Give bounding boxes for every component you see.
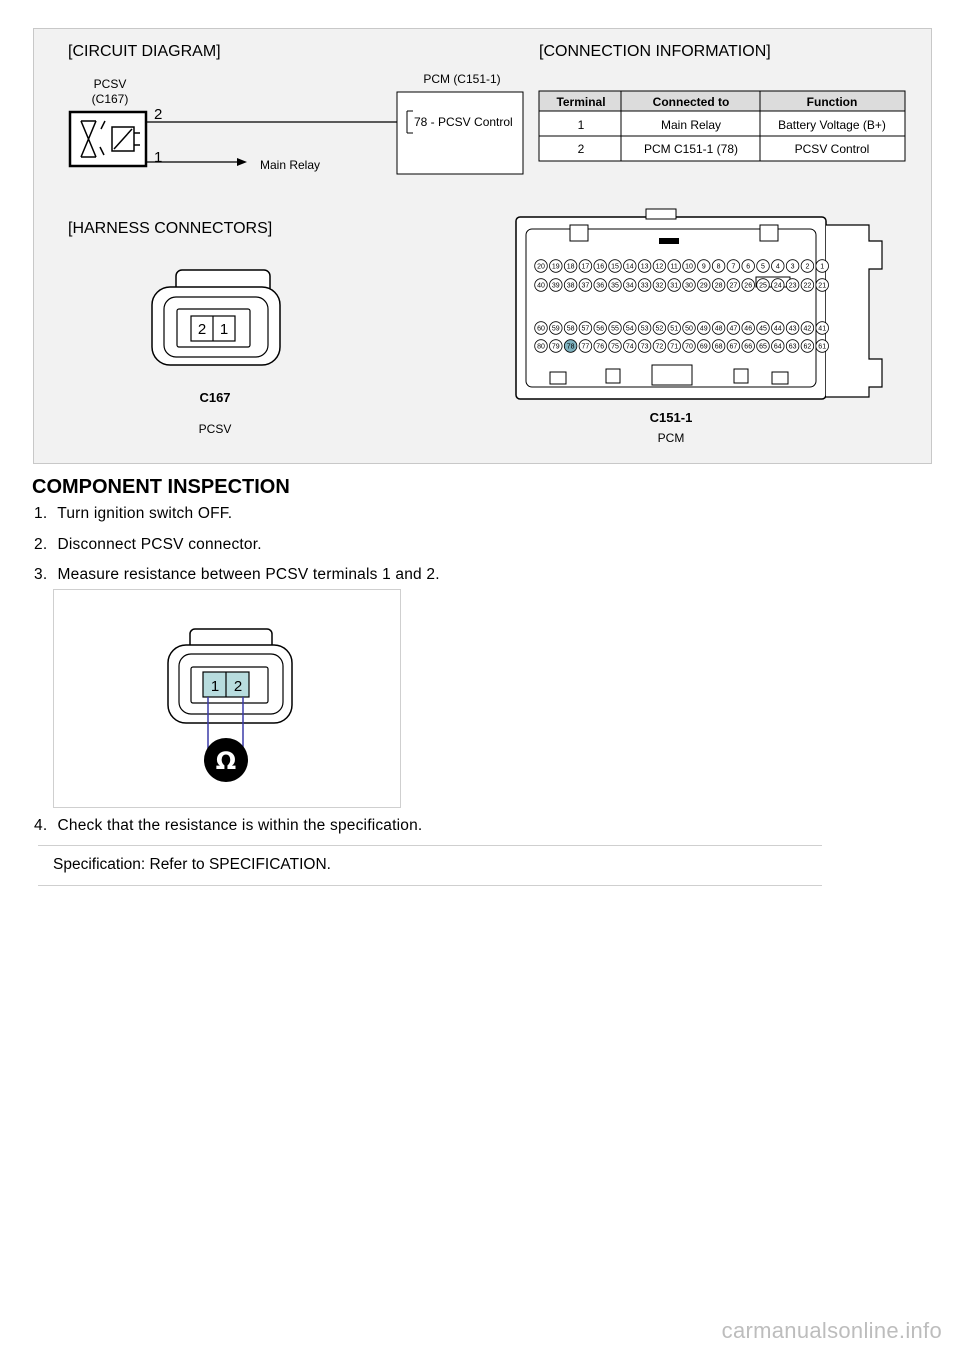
c151-pin-label: 26 (744, 282, 753, 290)
c151-pin-label: 10 (685, 263, 693, 271)
c151-pin-label: 9 (701, 263, 706, 271)
c151-pin-label: 48 (714, 325, 723, 333)
circuit-diagram-svg (34, 29, 931, 463)
step-number: 1. (34, 505, 48, 522)
c151-pin-label: 79 (551, 343, 560, 351)
table-header-function: Function (806, 95, 858, 109)
step-1 (34, 505, 232, 523)
component-inspection-heading: COMPONENT INSPECTION (32, 476, 290, 498)
c151-pin-label: 7 (731, 263, 736, 271)
c167-name: PCSV (198, 422, 232, 436)
c151-pin-label: 47 (729, 325, 738, 333)
step-text: Disconnect PCSV connector. (57, 536, 262, 553)
c151-pin-label: 36 (596, 282, 605, 290)
terminal-1-label: 1 (210, 678, 220, 695)
c151-pin-label: 30 (685, 282, 693, 290)
c151-pin-label: 23 (788, 282, 797, 290)
c151-pin-label: 69 (699, 343, 708, 351)
step-3 (34, 566, 440, 584)
table-cell: 2 (577, 142, 585, 156)
c151-pin-label: 37 (581, 282, 590, 290)
c151-pin-label: 72 (655, 343, 664, 351)
pcm-box (397, 92, 523, 174)
arrow-right-icon (237, 158, 247, 166)
pcsv-solenoid-symbol (70, 112, 146, 166)
spec-divider-bottom (38, 885, 822, 886)
c151-pin-label: 61 (818, 343, 827, 351)
c151-pin-label: 25 (759, 282, 767, 290)
c151-pin-label: 31 (670, 282, 679, 290)
c151-pin-label: 57 (581, 325, 590, 333)
c151-code: C151-1 (649, 410, 693, 425)
c151-pin-label: 67 (729, 343, 738, 351)
step-text: Turn ignition switch OFF. (57, 505, 233, 522)
c151-pin-label: 34 (625, 282, 634, 290)
c151-pin-label: 2 (805, 263, 810, 271)
wire-1-label: 1 (154, 149, 163, 166)
c151-pin-label: 15 (611, 263, 619, 271)
c151-pin-label: 27 (729, 282, 738, 290)
resistance-measurement-figure (53, 589, 401, 808)
c151-pin-label: 56 (596, 325, 605, 333)
ohm-symbol: Ω (215, 747, 237, 775)
c151-pin-label: 17 (581, 263, 590, 271)
table-cell: Battery Voltage (B+) (778, 118, 886, 132)
pcm-label: PCM (C151-1) (423, 72, 501, 86)
circuit-diagram-title: [CIRCUIT DIAGRAM] (68, 43, 221, 60)
c151-pin-label: 59 (551, 325, 560, 333)
c151-pin-label: 22 (803, 282, 812, 290)
harness-connectors-title: [HARNESS CONNECTORS] (68, 220, 273, 237)
c151-pin-label: 40 (537, 282, 545, 290)
circuit-diagram-panel (33, 28, 932, 464)
c151-pin-label: 68 (714, 343, 723, 351)
connection-info-title: [CONNECTION INFORMATION] (539, 43, 771, 60)
c151-pin-label: 16 (596, 263, 605, 271)
c151-pin-label: 18 (566, 263, 575, 271)
resistance-measurement-svg (54, 590, 400, 807)
c151-pin-label: 39 (551, 282, 560, 290)
c151-pin-label: 74 (625, 343, 634, 351)
c151-pin-label: 51 (670, 325, 679, 333)
step-4 (34, 817, 422, 835)
c151-pin-label: 12 (655, 263, 664, 271)
c151-pin-label: 54 (625, 325, 634, 333)
specification-note: Specification: Refer to SPECIFICATION. (53, 856, 331, 873)
pcsv-connector-label: (C167) (91, 92, 129, 106)
c151-pin-label: 29 (699, 282, 708, 290)
watermark: carmanualsonline.info (721, 1318, 942, 1343)
c151-pin-label: 6 (746, 263, 751, 271)
c151-pin-label: 78 (566, 343, 575, 351)
main-relay-label: Main Relay (260, 158, 321, 172)
c151-pin-label: 21 (818, 282, 827, 290)
c151-pin-label: 45 (759, 325, 767, 333)
c151-pin-label: 4 (775, 263, 780, 271)
table-cell: 1 (577, 118, 585, 132)
c151-pin-label: 3 (790, 263, 795, 271)
c151-pin-label: 71 (670, 343, 679, 351)
c151-pin-label: 62 (803, 343, 812, 351)
step-number: 3. (34, 566, 48, 583)
c151-pin-label: 8 (716, 263, 721, 271)
c151-connector-drawing (516, 209, 882, 399)
spec-divider-top (38, 845, 822, 846)
c151-pin-label: 43 (788, 325, 797, 333)
c151-pin-label: 41 (818, 325, 827, 333)
c151-pin-label: 13 (640, 263, 649, 271)
c151-pin-label: 28 (714, 282, 723, 290)
c151-pin-label: 55 (611, 325, 619, 333)
c151-pin-label: 60 (537, 325, 545, 333)
table-cell: PCSV Control (794, 142, 870, 156)
c151-pin-label: 50 (685, 325, 693, 333)
c151-pin-label: 42 (803, 325, 812, 333)
c151-pin-label: 38 (566, 282, 575, 290)
table-cell: PCM C151-1 (78) (643, 142, 739, 156)
c151-pin-label: 35 (611, 282, 619, 290)
table-header-connected: Connected to (652, 95, 730, 109)
c151-pin-label: 76 (596, 343, 605, 351)
c151-pin-label: 63 (788, 343, 797, 351)
connection-table (539, 91, 905, 161)
c151-pin-label: 65 (759, 343, 767, 351)
c151-pin-label: 66 (744, 343, 753, 351)
step-number: 4. (34, 817, 48, 834)
c151-pin-label: 49 (699, 325, 708, 333)
c167-code: C167 (199, 390, 231, 405)
c151-pin-label: 1 (820, 263, 825, 271)
step-text: Measure resistance between PCSV terminals 1 and 2. (57, 566, 440, 583)
c151-pin-label: 73 (640, 343, 649, 351)
c151-pin-label: 80 (537, 343, 545, 351)
c151-pin-label: 70 (685, 343, 693, 351)
table-header-terminal: Terminal (556, 95, 606, 109)
c151-pin-label: 58 (566, 325, 575, 333)
c151-pin-label: 20 (537, 263, 545, 271)
terminal-2-label: 2 (233, 678, 243, 695)
c167-pin-right: 1 (219, 321, 229, 338)
c151-pin-label: 53 (640, 325, 649, 333)
pcsv-label: PCSV (93, 77, 127, 91)
c151-pin-label: 11 (670, 263, 678, 271)
c151-name: PCM (657, 431, 685, 445)
c151-pin-label: 77 (581, 343, 590, 351)
c167-connector-drawing (152, 270, 280, 365)
c167-pin-left: 2 (197, 321, 207, 338)
table-cell: Main Relay (660, 118, 722, 132)
step-text: Check that the resistance is within the specification. (57, 817, 423, 834)
c151-pin-label: 24 (773, 282, 782, 290)
c151-pin-label: 5 (761, 263, 765, 271)
c151-pin-label: 46 (744, 325, 753, 333)
c151-pin-label: 44 (773, 325, 782, 333)
step-number: 2. (34, 536, 48, 553)
c151-pin-label: 52 (655, 325, 664, 333)
c151-pin-label: 64 (773, 343, 782, 351)
c151-pin-label: 14 (625, 263, 634, 271)
c151-pin-label: 33 (640, 282, 649, 290)
wire-2-label: 2 (154, 106, 163, 123)
step-2 (34, 536, 262, 554)
pcm-pin-label: 78 - PCSV Control (414, 115, 513, 129)
c151-pin-label: 19 (551, 263, 560, 271)
c151-pin-label: 32 (655, 282, 664, 290)
c151-pin-label: 75 (611, 343, 619, 351)
